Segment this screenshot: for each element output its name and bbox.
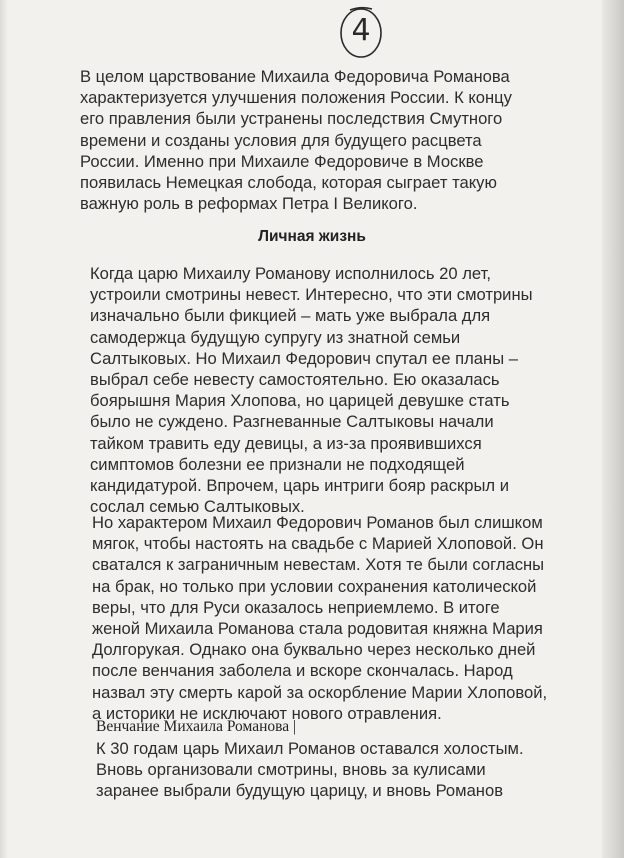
text-line: назвал эту смерть карой за оскорбление Марии Хлоповой, [92, 682, 548, 702]
text-line: России. Именно при Михаиле Федоровиче в Москве [80, 151, 484, 171]
wedding-paragraph [96, 738, 586, 802]
text-line: Салтыковых. Но Михаил Федорович спутал ее планы – [90, 348, 518, 368]
text-line: выбрал себе невесту самостоятельно. Ею оказалась [90, 370, 500, 390]
wedding-subheading: Венчание Михаила Романова | [96, 718, 297, 735]
text-line: тайком травить еду девицы, а из-за проявившихся [90, 433, 482, 453]
text-line: мягок, чтобы настоять на свадьбе с Марией Хлоповой. Он [92, 534, 544, 554]
text-line: женой Михаила Романова стала родовитая княжна Мария [92, 619, 543, 639]
text-line: В целом царствование Михаила Федоровича Романова [80, 67, 510, 86]
text-line: его правления были устранены последствия Смутного [80, 109, 503, 129]
scan-left-edge [0, 0, 8, 858]
text-line: боярышня Мария Хлопова, но царицей девушке стать [90, 391, 510, 411]
character-paragraph [92, 512, 582, 724]
page-number-text: 4 [351, 13, 371, 48]
text-line: изначально были фикцией – мать уже выбрала для [90, 306, 491, 326]
text-line: симптомов болезни ее признали не подходящей [90, 454, 465, 474]
text-line: после венчания заболела и вскоре скончалась. Народ [92, 661, 513, 681]
text-line: важную роль в реформах Петра I Великого. [80, 194, 418, 214]
text-line: К 30 годам царь Михаил Романов оставался холостым. [96, 739, 524, 758]
scan-right-edge [602, 0, 624, 858]
personal-life-paragraph [90, 263, 580, 517]
text-line: Вновь организовали смотрины, вновь за кулисами [96, 760, 486, 780]
text-line: сватался к заграничным невестам. Хотя те были согласны [92, 555, 545, 575]
text-line: сослал семью Салтыковых. [90, 497, 305, 517]
text-line: появилась Немецкая слобода, которая сыграет такую [80, 173, 497, 193]
text-line: Долгорукая. Однако она буквально через несколько дней [92, 640, 536, 660]
text-line: времени и созданы условия для будущего расцвета [80, 130, 482, 150]
section-heading: Личная жизнь [258, 228, 366, 245]
handwritten-page-number [338, 2, 384, 60]
text-line: на брак, но только при условии сохранения католической [92, 576, 537, 596]
text-line: веры, что для Руси оказалось неприемлемо. В итоге [92, 597, 500, 617]
text-line: самодержца будущую супругу из знатной семьи [90, 327, 461, 347]
text-line: кандидатурой. Впрочем, царь интриги бояр раскрыл и [90, 476, 509, 496]
text-line: Но характером Михаил Федорович Романов был слишком [92, 513, 543, 532]
text-line: а историки не исключают нового отравления. [92, 703, 442, 723]
text-line: заранее выбрали будущую царицу, и вновь Романов [96, 781, 504, 801]
text-line: характеризуется улучшения положения России. К концу [80, 88, 512, 108]
intro-paragraph [80, 66, 550, 214]
text-line: Когда царю Михаилу Романову исполнилось 20 лет, [90, 264, 491, 283]
text-line: устроили смотрины невест. Интересно, что эти смотрины [90, 285, 533, 305]
text-line: было не суждено. Разгневанные Салтыковы начали [90, 412, 494, 432]
